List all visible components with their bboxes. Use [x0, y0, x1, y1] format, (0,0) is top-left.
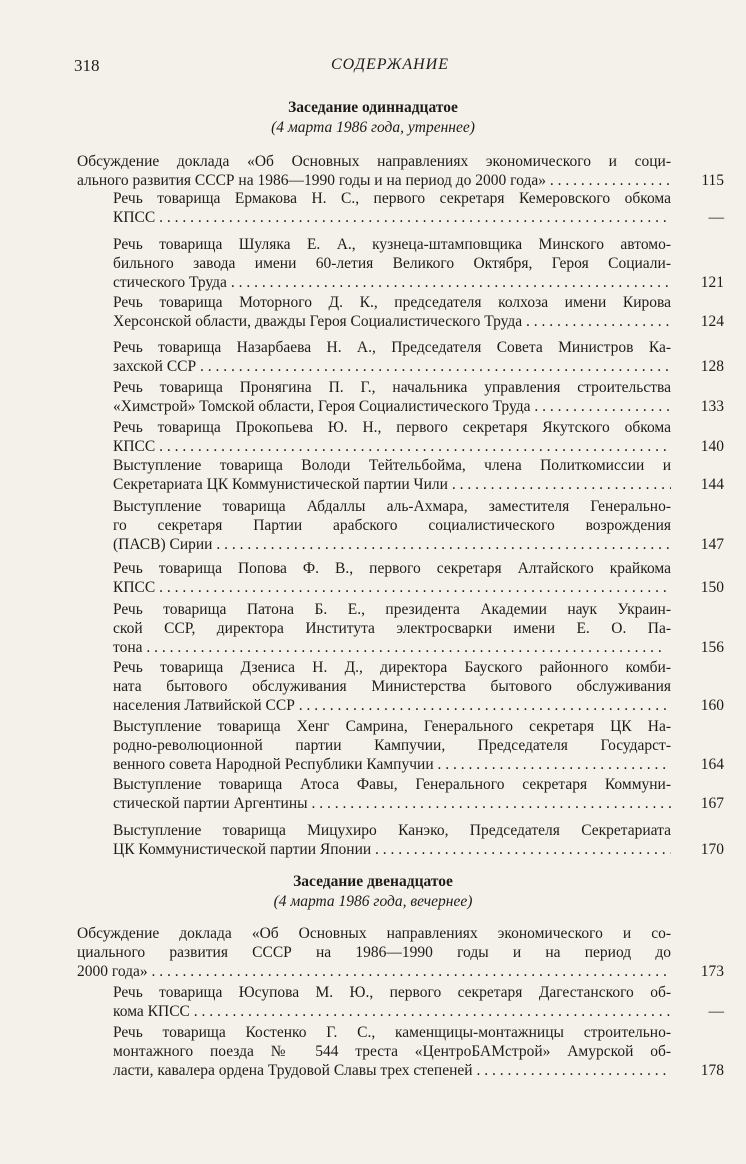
- toc-entry-line: ната бытового обслуживания Министерства бытового обслуживания: [113, 677, 671, 695]
- toc-page-number: 144: [700, 475, 724, 493]
- toc-entry-last-text: тона: [113, 638, 143, 656]
- toc-entry-line: Речь товарища Дзениса Н. Д., директора Бауского районного комби-: [113, 659, 671, 676]
- toc-entry: [0, 1024, 746, 1080]
- toc-page-number: 133: [700, 397, 724, 415]
- page-number: 318: [74, 56, 100, 75]
- toc-page-number: 167: [700, 794, 724, 812]
- toc-entry-leader-line: [113, 536, 671, 555]
- toc-entry-line: Речь товарища Патона Б. Е., президента Академии наук Украин-: [113, 601, 671, 618]
- toc-entry-leader-line: [113, 209, 671, 228]
- toc-page-number: —: [708, 208, 724, 226]
- toc-entry-last-text: КПСС: [113, 208, 156, 226]
- toc-page-number: 140: [700, 437, 724, 455]
- toc-entry-last-text: КПСС: [113, 578, 156, 596]
- toc-page-number: 115: [701, 171, 724, 189]
- toc-entry-line: Речь товарища Ермакова Н. С., первого секретаря Кемеровского обкома: [113, 190, 671, 207]
- toc-entry: [0, 153, 746, 191]
- toc-entry-line: Обсуждение доклада «Об Основных направлениях экономического и со-: [77, 925, 671, 942]
- toc-entry-leader-line: [113, 476, 671, 495]
- toc-entry-line: Речь товарища Моторного Д. К., председателя колхоза имени Кирова: [113, 294, 671, 311]
- toc-entry-leader-line: [113, 1062, 671, 1081]
- toc-page-number: 164: [700, 755, 724, 773]
- toc-page-number: 170: [700, 840, 724, 858]
- toc-entry-line: го секретаря Партии арабского социалистического возрождения: [113, 516, 671, 534]
- toc-entry-leader-line: [113, 697, 671, 716]
- toc-entry-last-text: кома КПСС: [113, 1002, 190, 1020]
- toc-entry-line: Выступление товарища Володи Тейтельбойма, члена Политкомиссии и: [113, 457, 671, 474]
- toc-entry: [0, 190, 746, 228]
- toc-entry-leader-line: [113, 841, 671, 860]
- toc-entry: [0, 457, 746, 495]
- toc-entry-last-text: 2000 года»: [77, 962, 148, 980]
- toc-entry: [0, 925, 746, 981]
- toc-entry-leader-line: [113, 313, 671, 332]
- toc-entry-line: ской ССР, директора Института электросварки имени Е. О. Па-: [113, 619, 671, 637]
- toc-entry-last-text: захской ССР: [113, 357, 197, 375]
- toc-page-number: 173: [700, 962, 724, 980]
- toc-entry-line: Выступление товарища Абдаллы аль-Ахмара, заместителя Генерально-: [113, 498, 671, 515]
- toc-entry-leader-line: [113, 438, 671, 457]
- toc-entry-last-text: Секретариата ЦК Коммунистической партии Чили: [113, 475, 448, 493]
- toc-entry-line: циального развития СССР на 1986—1990 годы и на период до: [77, 943, 671, 961]
- toc-entry: [0, 822, 746, 860]
- session-name: Заседание двенадцатое: [293, 873, 453, 890]
- toc-entry-line: Речь товарища Юсупова М. Ю., первого секретаря Дагестанского об-: [113, 984, 671, 1001]
- toc-entry: [0, 601, 746, 657]
- toc-entry: [0, 718, 746, 774]
- toc-entry: [0, 419, 746, 457]
- toc-entry-leader-line: [113, 398, 671, 417]
- session-date: (4 марта 1986 года, утреннее): [271, 119, 475, 136]
- toc-entry: [0, 379, 746, 417]
- toc-entry-line: Выступление товарища Хенг Самрина, Генерального секретаря ЦК На-: [113, 718, 671, 735]
- toc-entry-line: Речь товарища Костенко Г. С., каменщицы-монтажницы строительно-: [113, 1024, 671, 1041]
- toc-entry-leader-line: [113, 358, 671, 377]
- toc-page-number: —: [708, 1002, 724, 1020]
- running-title: СОДЕРЖАНИЕ: [330, 56, 450, 73]
- running-header: [74, 56, 706, 80]
- toc-entry: [0, 294, 746, 332]
- toc-entry-last-text: (ПАСВ) Сирии: [113, 535, 213, 553]
- toc-page-number: 156: [700, 638, 724, 656]
- toc-entry-leader-line: [113, 274, 671, 293]
- toc-entry-last-text: «Химстрой» Томской области, Героя Социалистического Труда: [113, 397, 531, 415]
- toc-entry-line: монтажного поезда № 544 треста «ЦентроБАМстрой» Амурской об-: [113, 1042, 671, 1060]
- toc-entry-leader-line: [77, 172, 671, 191]
- toc-entry: [0, 236, 746, 292]
- toc-entry: [0, 776, 746, 814]
- toc-page-number: 121: [700, 273, 724, 291]
- session-name: Заседание одиннадцатое: [288, 99, 458, 116]
- toc-page-number: 150: [700, 578, 724, 596]
- toc-entry-line: бильного завода имени 60-летия Великого Октября, Героя Социали-: [113, 254, 671, 272]
- toc-entry-last-text: населения Латвийской ССР: [113, 696, 295, 714]
- toc-entry-line: Выступление товарища Атоса Фавы, Генерального секретаря Коммуни-: [113, 776, 671, 793]
- toc-page-number: 160: [700, 696, 724, 714]
- toc-entry-leader-line: [113, 795, 671, 814]
- toc-entry-line: родно-революционной партии Кампучии, Председателя Государст-: [113, 736, 671, 754]
- toc-page-number: 124: [700, 312, 724, 330]
- toc-entry-leader-line: [113, 639, 671, 658]
- toc-entry-last-text: ЦК Коммунистической партии Японии: [113, 840, 372, 858]
- toc-entry-line: Речь товарища Назарбаева Н. А., Председателя Совета Министров Ка-: [113, 339, 671, 356]
- toc-page-number: 178: [700, 1061, 724, 1079]
- toc-entry: [0, 659, 746, 715]
- toc-entry-last-text: венного совета Народной Республики Кампучии: [113, 755, 434, 773]
- toc-entry-last-text: ального развития СССР на 1986—1990 годы и на период до 2000 года»: [77, 171, 546, 189]
- toc-entry-last-text: стической партии Аргентины: [113, 794, 308, 812]
- session-heading: [0, 98, 746, 138]
- toc-entry-leader-line: [77, 963, 671, 982]
- toc-entry-leader-line: [113, 756, 671, 775]
- toc-entry: [0, 498, 746, 554]
- toc-entry-last-text: ласти, кавалера ордена Трудовой Славы трех степеней: [113, 1061, 473, 1079]
- toc-entry-line: Речь товарища Пронягина П. Г., начальника управления строительства: [113, 379, 671, 396]
- toc-entry-last-text: стического Труда: [113, 273, 227, 291]
- toc-page-number: 128: [700, 357, 724, 375]
- toc-entry-leader-line: [113, 579, 671, 598]
- toc-entry-line: Выступление товарища Мицухиро Канэко, Председателя Секретариата: [113, 822, 671, 839]
- toc-entry-line: Обсуждение доклада «Об Основных направлениях экономического и соци-: [77, 153, 671, 170]
- toc-entry-last-text: Херсонской области, дважды Героя Социалистического Труда: [113, 312, 523, 330]
- session-date: (4 марта 1986 года, вечернее): [273, 893, 473, 910]
- toc-entry-leader-line: [113, 1003, 671, 1022]
- session-heading: [0, 872, 746, 912]
- toc-entry-last-text: КПСС: [113, 437, 156, 455]
- toc-page-number: 147: [700, 535, 724, 553]
- toc-entry: [0, 339, 746, 377]
- toc-entry: [0, 560, 746, 598]
- toc-entry-line: Речь товарища Прокопьева Ю. Н., первого секретаря Якутского обкома: [113, 419, 671, 436]
- toc-entry-line: Речь товарища Попова Ф. В., первого секретаря Алтайского крайкома: [113, 560, 671, 577]
- toc-entry: [0, 984, 746, 1022]
- toc-entry-line: Речь товарища Шуляка Е. А., кузнеца-штамповщика Минского автомо-: [113, 236, 671, 253]
